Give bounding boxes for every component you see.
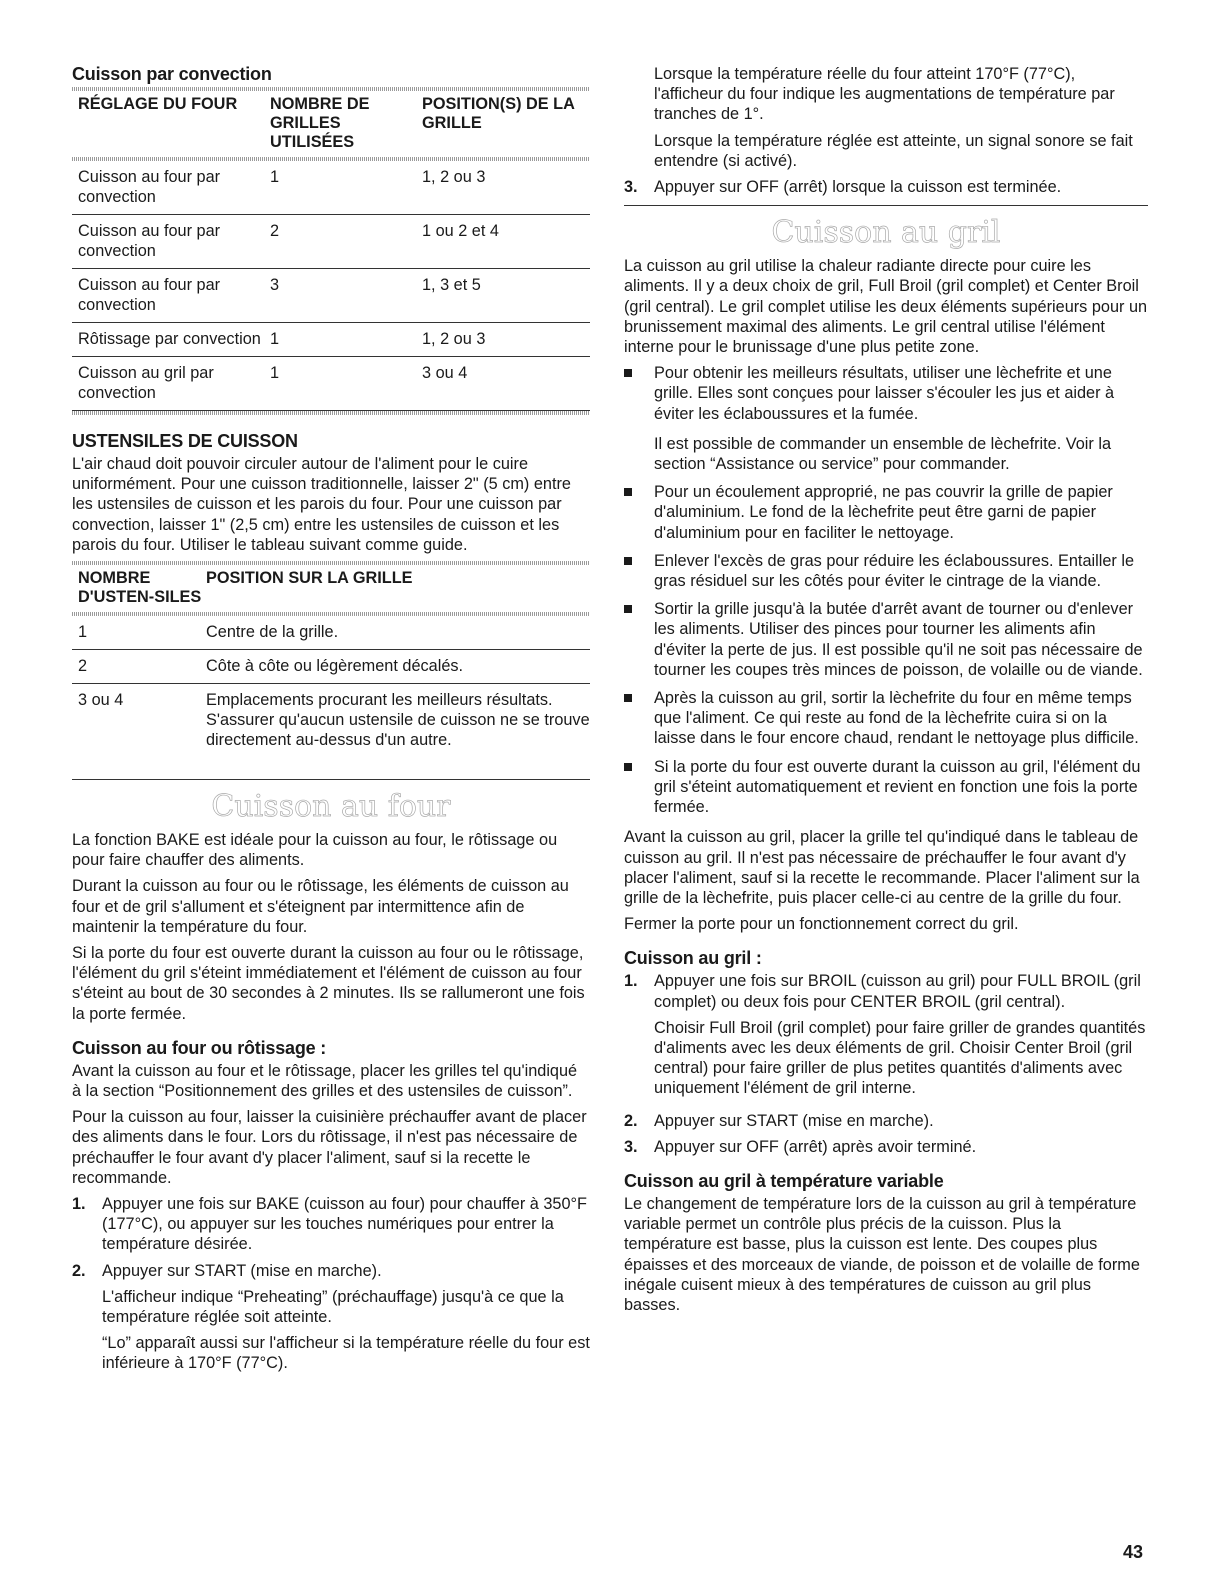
table-bottom-rule — [72, 411, 590, 415]
four-paragraph-2: Durant la cuisson au four ou le rôtissage, les éléments de cuisson au four et de gril s'allument et s'éteignent par intermittence afin de maintenir la température du four. — [72, 877, 569, 936]
table-row — [72, 269, 590, 323]
bullet-text: Enlever l'excès de gras pour réduire les éclaboussures. Entailler le gras résiduel sur les côtés pour éviter le cintrage de la viande. — [654, 551, 1135, 591]
table-cell: Rôtissage par convection — [78, 330, 261, 348]
table-cell: 1, 2 ou 3 — [422, 168, 486, 186]
table-row — [72, 684, 590, 757]
table-cell: 1, 3 et 5 — [422, 276, 481, 294]
table-cell: Cuisson au gril par convection — [78, 364, 214, 402]
gril-step-2 — [624, 1111, 1148, 1131]
convection-table — [72, 87, 590, 415]
header-cell: NOMBRE DE GRILLES UTILISÉES — [270, 95, 370, 151]
gril-paragraph-2: Avant la cuisson au gril, placer la grille tel qu'indiqué dans le tableau de cuisson au gril. Il n'est pas nécessaire de préchauffer le four avant d'y placer l'aliment, sauf si la recette le recommande. Placer l'aliment sur la grille de la lèchefrite, puis placer celle-ci au centre de la grille du four. — [624, 828, 1140, 907]
page-number: 43 — [1122, 1542, 1143, 1562]
step-2 — [72, 1261, 590, 1380]
step-text: Appuyer une fois sur BROIL (cuisson au gril) pour FULL BROIL (gril complet) ou deux fois pour CENTER BROIL (gril central). — [654, 972, 1141, 1011]
step-note: L'afficheur indique “Preheating” (préchauffage) jusqu'à ce que la température réglée soit atteinte. — [102, 1287, 564, 1327]
right-column — [624, 64, 1148, 1321]
step-number: 3. — [624, 1137, 638, 1156]
gril-step-3 — [624, 1137, 1148, 1157]
step-number: 2. — [624, 1111, 638, 1130]
ustensiles-heading: USTENSILES DE CUISSON — [72, 431, 298, 451]
header-cell: POSITION(S) DE LA GRILLE — [422, 95, 575, 132]
bullet-text: Sortir la grille jusqu'à la butée d'arrêt avant de tourner ou d'enlever les aliments. Utiliser des pinces pour tourner les aliments afin d'éviter la perte de jus. Il est possible qu'il ne soit pas nécessaire de tourner les coupes très minces de poisson, de volaille ou de viande. — [654, 600, 1143, 679]
table-cell: 3 ou 4 — [78, 691, 124, 710]
header-cell: POSITION SUR LA GRILLE — [206, 569, 413, 588]
table-cell: Cuisson au four par convection — [78, 168, 221, 206]
step-note: “Lo” apparaît aussi sur l'afficheur si la température réelle du four est inférieure à 170°F (77°C). — [102, 1334, 590, 1373]
step-text: Appuyer sur START (mise en marche). — [654, 1111, 934, 1130]
table-cell: 3 — [270, 276, 280, 294]
table-cell: Emplacements procurant les meilleurs résultats. S'assurer qu'aucun ustensile de cuisson ne se trouve directement au-dessus d'un autre. — [206, 691, 590, 750]
bullet-square-icon — [624, 557, 632, 565]
gril-step-1 — [624, 971, 1148, 1104]
step-2-continued — [624, 64, 1148, 177]
step-number: 1. — [72, 1195, 86, 1214]
table-header-row — [72, 565, 590, 612]
table-cell: 1 — [78, 623, 88, 642]
bullet-text: Si la porte du four est ouverte durant la cuisson au gril, l'élément du gril s'éteint automatiquement et revient en fonction une fois la porte fermée. — [654, 757, 1141, 817]
step-number: 2. — [72, 1261, 86, 1280]
bullet-square-icon — [624, 488, 632, 496]
step-text: Appuyer sur START (mise en marche). — [102, 1261, 382, 1280]
step-text: Appuyer sur OFF (arrêt) après avoir terminé. — [654, 1137, 977, 1156]
step-number: 3. — [624, 178, 638, 197]
bullet-square-icon — [624, 369, 632, 377]
table-row — [72, 650, 590, 684]
variable-temp-paragraph: Le changement de température lors de la cuisson au gril à température variable permet un contrôle plus précis de la cuisson. Plus la température est basse, plus la cuisson est lente. Des coupes plus épaisses et des morceaux de viande, de poisson et de volaille de forme inégale cuisent mieux à des températures de cuisson au gril plus basses. — [624, 1194, 1140, 1314]
ustensiles-paragraph: L'air chaud doit pouvoir circuler autour de l'aliment pour le cuire uniformément. Pour une cuisson traditionnelle, laisser 2" (5 cm) entre les ustensiles de cuisson et les parois du four. Pour une cuisson par convection, laisser 1" (2,5 cm) entre les ustensiles de cuisson et les parois du four. Utiliser le tableau suivant comme guide. — [72, 455, 571, 554]
section-divider — [72, 779, 590, 780]
table-row — [72, 616, 590, 650]
table-header-row — [72, 91, 590, 157]
bullet-item — [624, 363, 1148, 474]
left-column — [72, 64, 590, 1386]
table-row — [72, 323, 590, 357]
bullet-item — [624, 599, 1148, 680]
bullet-text: Pour obtenir les meilleurs résultats, utiliser une lèchefrite et une grille. Elles sont conçues pour laisser s'écouler les jus et aider à éviter les éclaboussures et la fumée. — [654, 364, 1115, 423]
step-text: Appuyer sur OFF (arrêt) lorsque la cuisson est terminée. — [654, 178, 1062, 197]
table-row — [72, 357, 590, 411]
gril-paragraph-3: Fermer la porte pour un fonctionnement correct du gril. — [624, 915, 1019, 934]
bullet-item — [624, 688, 1148, 749]
bullet-square-icon — [624, 694, 632, 702]
table-row — [72, 161, 590, 215]
table-cell: 1 — [270, 168, 280, 186]
bullet-item — [624, 551, 1148, 591]
rotissage-paragraph-1: Avant la cuisson au four et le rôtissage, placer les grilles tel qu'indiqué à la section “Positionnement des grilles et des ustensiles de cuisson”. — [72, 1061, 578, 1101]
header-cell: NOMBRE D'USTEN-SILES — [78, 569, 202, 607]
bullet-text: Après la cuisson au gril, sortir la lèchefrite du four en même temps que l'aliment. Ce qui reste au fond de la lèchefrite cuira si on la laisse dans le four encore chaud, rendant le nettoyage plus difficile. — [654, 689, 1139, 748]
step-1 — [72, 1194, 590, 1255]
table-cell: 2 — [78, 657, 88, 676]
four-paragraph-3: Si la porte du four est ouverte durant la cuisson au four ou le rôtissage, l'élément du gril s'éteint immédiatement et l'élément de cuisson au four s'éteint au bout de 30 secondes à 2 minutes. Ils se rallumeront une fois la porte fermée. — [72, 944, 585, 1023]
table-cell: Centre de la grille. — [206, 623, 339, 642]
section-title-gril: Cuisson au gril — [771, 215, 1001, 251]
table-cell: 1, 2 ou 3 — [422, 330, 486, 348]
convection-heading: Cuisson par convection — [72, 64, 272, 84]
gril-paragraph-1: La cuisson au gril utilise la chaleur radiante directe pour cuire les aliments. Il y a deux choix de gril, Full Broil (gril complet) et Center Broil (gril central). Le gril complet utilise les deux éléments supérieurs pour un brunissement maximal des aliments. Le gril central utilise l'élément interne pour le brunissage d'une plus petite zone. — [624, 257, 1148, 357]
step-note: Choisir Full Broil (gril complet) pour faire griller de grandes quantités d'aliments avec les deux éléments de gril. Choisir Center Broil (gril central) pour faire griller de plus petites quantités d'aliments avec uniquement l'élément de gril interne. — [654, 1018, 1146, 1098]
section-divider — [624, 205, 1148, 206]
table-cell: Cuisson au four par convection — [78, 276, 221, 314]
table-cell: 1 — [270, 330, 280, 348]
bullet-item — [624, 757, 1148, 818]
step-number: 1. — [624, 972, 638, 991]
step-3 — [624, 177, 1148, 197]
bullet-square-icon — [624, 763, 632, 771]
table-cell: 1 ou 2 et 4 — [422, 222, 499, 240]
rotissage-paragraph-2: Pour la cuisson au four, laisser la cuisinière préchauffer avant de placer des aliments dans le four. Lors du rôtissage, il n'est pas nécessaire de préchauffer le four avant d'y placer l'aliment, sauf si la recette le recommande. — [72, 1108, 587, 1187]
table-cell: 1 — [270, 364, 280, 382]
bullet-extra: Il est possible de commander un ensemble de lèchefrite. Voir la section “Assistance ou service” pour commander. — [654, 434, 1112, 474]
bullet-text: Pour un écoulement approprié, ne pas couvrir la grille de papier d'aluminium. Le fond de la lèchefrite peut être garni de papier d'aluminium pour en faciliter le nettoyage. — [654, 483, 1113, 542]
table-row — [72, 215, 590, 269]
table-cell: 2 — [270, 222, 280, 240]
cuisson-gril-heading: Cuisson au gril : — [624, 948, 762, 969]
step-text: Appuyer une fois sur BAKE (cuisson au four) pour chauffer à 350°F (177°C), ou appuyer sur les touches numériques pour entrer la température désirée. — [102, 1195, 587, 1254]
continued-paragraph-2: Lorsque la température réglée est atteinte, un signal sonore se fait entendre (si activé). — [654, 131, 1133, 170]
ustensiles-table — [72, 561, 590, 757]
variable-temp-heading: Cuisson au gril à température variable — [624, 1170, 944, 1191]
bullet-square-icon — [624, 605, 632, 613]
rotissage-heading: Cuisson au four ou rôtissage : — [72, 1037, 327, 1058]
table-cell: 3 ou 4 — [422, 364, 468, 382]
four-paragraph-1: La fonction BAKE est idéale pour la cuisson au four, le rôtissage ou pour faire chauffer des aliments. — [72, 831, 558, 870]
section-title-four: Cuisson au four — [211, 789, 451, 825]
header-cell: RÉGLAGE DU FOUR — [78, 95, 238, 113]
table-cell: Côte à côte ou légèrement décalés. — [206, 657, 464, 676]
continued-paragraph-1: Lorsque la température réelle du four atteint 170°F (77°C), l'afficheur du four indique les augmentations de température par tranches de 1°. — [654, 65, 1115, 124]
bullet-item — [624, 482, 1148, 543]
table-cell: Cuisson au four par convection — [78, 222, 221, 260]
